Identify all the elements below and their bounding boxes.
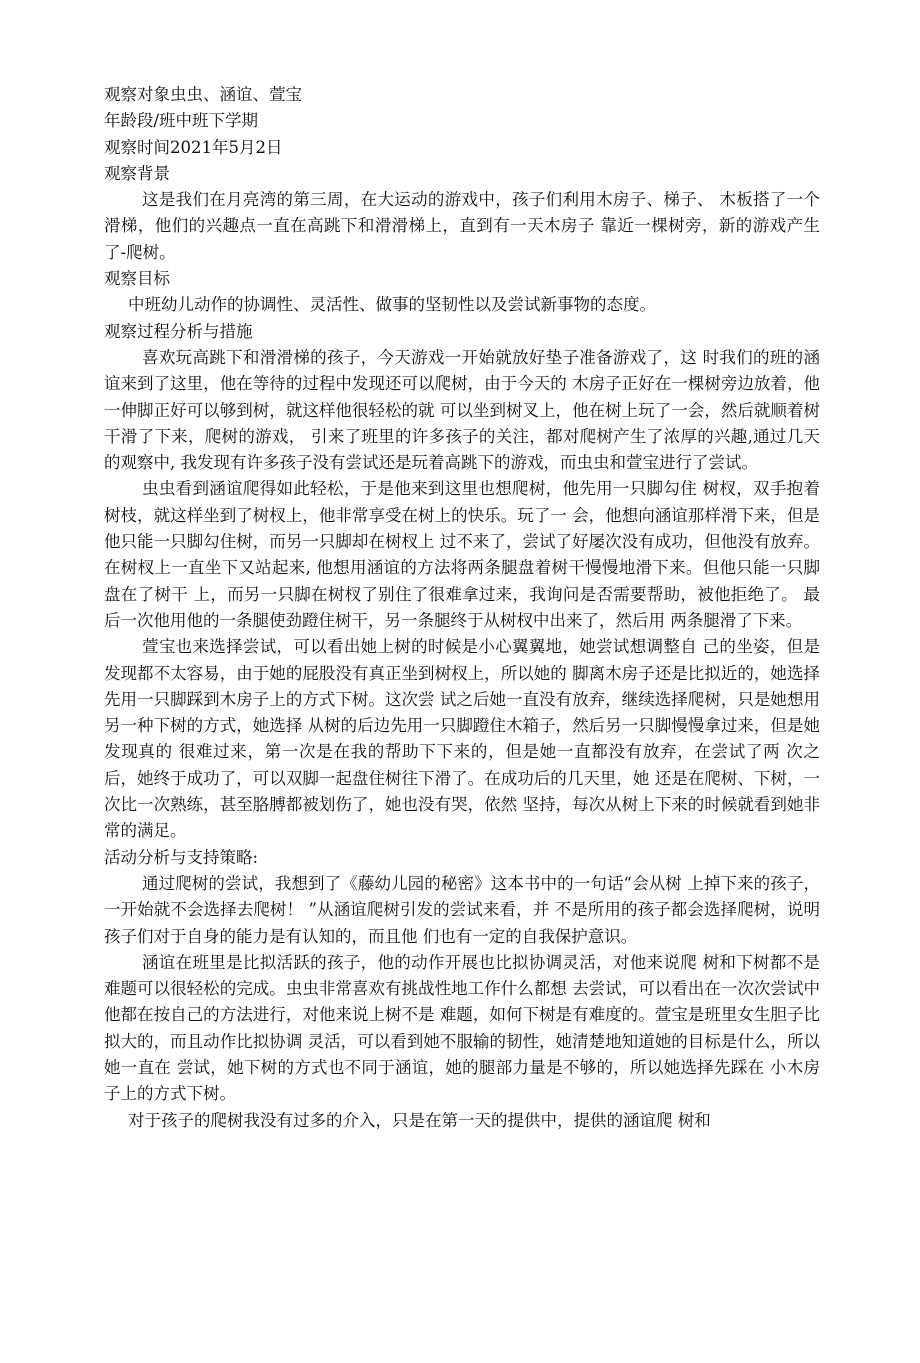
observation-subjects: 观察对象虫虫、涵谊、萱宝 [104, 85, 302, 104]
process-paragraph-3: 萱宝也来选择尝试，可以看出她上树的时候是小心翼翼地，她尝试想调整自 己的坐姿，但是发现都不太容易，由于她的屁股没有真正坐到树杈上，所以她的 脚离木房子还是比拟近的，她选择先用一只脚踩到木房子上的方式下树。这次尝 试之后她一直没有放弃，继续选择爬树，只是她想用另一种下树的方式，她选择 从树的后边先用一只脚蹬住木箱子，然后另一只脚慢慢拿过来，但是她发现真的 很难过来，第一次是在我的帮助下下来的，但是她一直都没有放弃，在尝试了两 次之后，她终于成功了，可以双脚一起盘住树往下滑了。在成功后的几天里，她 还是在爬树、下树，一次比一次熟练，甚至胳膊都被划伤了，她也没有哭，依然 坚持，每次从树上下来的时候就看到她非常的满足。 [104, 637, 820, 841]
age-group: 年龄段/班中班下学期 [104, 111, 259, 131]
analysis-title: 活动分析与支持策略: [104, 847, 259, 867]
analysis-paragraph-2: 涵谊在班里是比拟活跃的孩子，他的动作开展也比拟协调灵活，对他来说爬 树和下树都不是难题可以很轻松的完成。虫虫非常喜欢有挑战性地工作什么都想 去尝试，可以看出在一次次尝试中他都在按自己的方法进行，对他来说上树不是 难题，如何下树是有难度的。萱宝是班里女生胆子比拟大的，而且动作比拟协调 灵活，可以看到她不服输的韧性，她清楚地知道她的目标是什么，所以她一直在 尝试，她下树的方式也不同于涵谊，她的腿部力量是不够的，所以她选择先踩在 小木房子上的方式下树。 [104, 952, 820, 1104]
process-title: 观察过程分析与措施 [104, 321, 253, 341]
goal-title: 观察目标 [104, 269, 170, 289]
process-paragraph-1: 喜欢玩高跳下和滑滑梯的孩子，今天游戏一开始就放好垫子准备游戏了，这 时我们的班的涵谊来到了这里，他在等待的过程中发现还可以爬树，由于今天的 木房子正好在一棵树旁边放着，他一伸脚正好可以够到树，就这样他很轻松的就 可以坐到树叉上，他在树上玩了一会，然后就顺着树干滑了下来，爬树的游戏， 引来了班里的许多孩子的关注，都对爬树产生了浓厚的兴趣,通过几天的观察中, 我发现有许多孩子没有尝试还是玩着高跳下的游戏，而虫虫和萱宝进行了尝试。 [104, 347, 820, 473]
background-title: 观察背景 [104, 163, 170, 183]
goal-paragraph: 中班幼儿动作的协调性、灵活性、做事的坚韧性以及尝试新事物的态度。 [128, 295, 656, 315]
observation-time: 观察时间2021年5月2日 [104, 137, 283, 157]
background-paragraph: 这是我们在月亮湾的第三周，在大运动的游戏中，孩子们利用木房子、梯子、 木板搭了一个滑梯，他们的兴趣点一直在高跳下和滑滑梯上，直到有一天木房子 靠近一棵树旁，新的游戏产生了-爬树。 [104, 190, 820, 262]
analysis-paragraph-1: 通过爬树的尝试，我想到了《藤幼儿园的秘密》这本书中的一句话“会从树 上掉下来的孩子，一开始就不会选择去爬树！ ”从涵谊爬树引发的尝试来看，并 不是所用的孩子都会选择爬树，说明孩子们对于自身的能力是有认知的，而且他 们也有一定的自我保护意识。 [104, 873, 820, 946]
process-paragraph-2: 虫虫看到涵谊爬得如此轻松，于是他来到这里也想爬树，他先用一只脚勾住 树杈，双手抱着树枝，就这样坐到了树杈上，他非常享受在树上的快乐。玩了一 会，他想向涵谊那样滑下来，但是他只能一只脚勾住树，而另一只脚却在树杈上 过不来了，尝试了好屡次没有成功，但他没有放弃。在树杈上一直坐下又站起来, 他想用涵谊的方法将两条腿盘着树干慢慢地滑下来。但他只能一只脚盘在了树干 上，而另一只脚在树杈了别住了很难拿过来，我询问是否需要帮助，被他拒绝了。 最后一次他用他的一条腿使劲蹬住树干，另一条腿终于从树杈中出来了，然后用 两条腿滑了下来。 [104, 479, 820, 630]
analysis-paragraph-3: 对于孩子的爬树我没有过多的介入，只是在第一天的提供中，提供的涵谊爬 树和 [128, 1110, 711, 1130]
